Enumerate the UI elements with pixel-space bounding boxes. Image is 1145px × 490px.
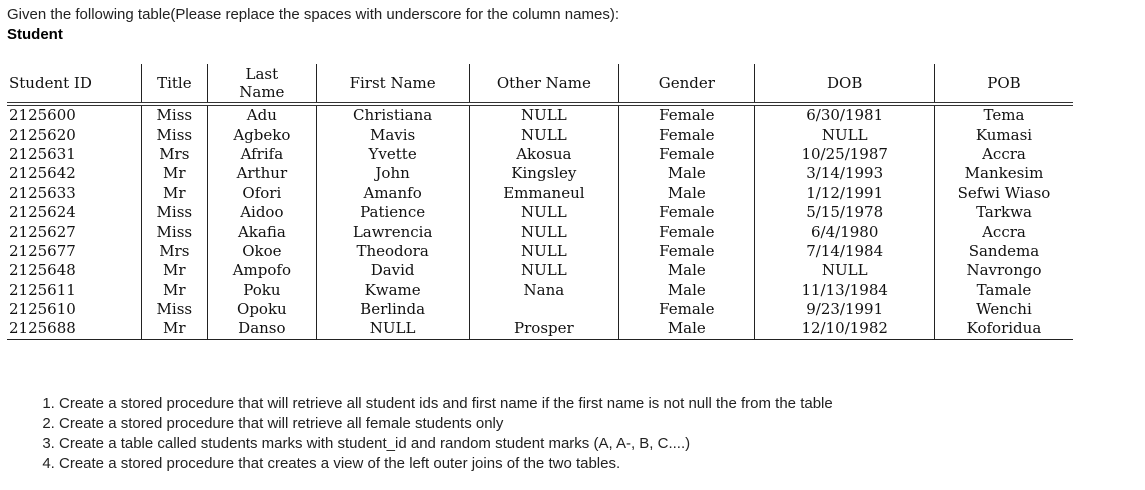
cell-student-id: 2125631: [9, 144, 76, 163]
cell-first-name: Yvette: [316, 145, 469, 164]
table-row: [7, 222, 1073, 241]
column-header-other-name: Other Name: [469, 64, 619, 104]
cell-student-id: 2125611: [9, 280, 76, 299]
cell-student-id: 2125633: [9, 183, 76, 202]
cell-dob: 12/10/1982: [755, 319, 935, 339]
cell-gender: Male: [619, 261, 755, 280]
table-row: [7, 164, 1073, 183]
cell-student-id: 2125600: [9, 106, 76, 125]
cell-title: Miss: [141, 104, 207, 125]
table-caption: Student: [7, 26, 63, 43]
cell-other-name: NULL: [469, 222, 619, 241]
table-row: [7, 125, 1073, 144]
cell-last-name: Agbeko: [208, 125, 317, 144]
column-header-title: Title: [141, 64, 207, 104]
cell-student-id: 2125648: [9, 261, 76, 280]
table-header-row: [7, 64, 1073, 104]
cell-title: Mrs: [141, 145, 207, 164]
cell-other-name: Akosua: [469, 145, 619, 164]
cell-student-id: 2125620: [9, 125, 76, 144]
cell-pob: Koforidua: [934, 319, 1073, 339]
cell-pob: Tema: [934, 104, 1073, 125]
cell-student-id: 2125627: [9, 222, 76, 241]
cell-dob: 3/14/1993: [755, 164, 935, 183]
cell-other-name: NULL: [469, 242, 619, 261]
cell-gender: Male: [619, 184, 755, 203]
table-row: [7, 319, 1073, 339]
cell-title: Mr: [141, 261, 207, 280]
table-row: [7, 300, 1073, 319]
cell-gender: Female: [619, 125, 755, 144]
cell-other-name: NULL: [469, 261, 619, 280]
task-item: 3. Create a table called students marks with student_id and random student marks (A, A-, B, C....): [59, 434, 833, 454]
table-row: [7, 261, 1073, 280]
cell-student-id: 2125677: [9, 241, 76, 260]
cell-title: Miss: [141, 222, 207, 241]
cell-gender: Female: [619, 300, 755, 319]
cell-pob: Wenchi: [934, 300, 1073, 319]
task-item: 2. Create a stored procedure that will retrieve all female students only: [59, 414, 833, 434]
cell-other-name: Emmaneul: [469, 184, 619, 203]
cell-dob: 5/15/1978: [755, 203, 935, 222]
cell-gender: Female: [619, 145, 755, 164]
cell-pob: Sefwi Wiaso: [934, 184, 1073, 203]
cell-first-name: NULL: [316, 319, 469, 339]
cell-title: Miss: [141, 203, 207, 222]
student-table-body: [7, 104, 1073, 339]
table-row: [7, 104, 1073, 125]
table-row: [7, 184, 1073, 203]
cell-pob: Tamale: [934, 281, 1073, 300]
cell-first-name: David: [316, 261, 469, 280]
cell-last-name: Danso: [208, 319, 317, 339]
cell-first-name: Berlinda: [316, 300, 469, 319]
cell-title: Mr: [141, 184, 207, 203]
cell-first-name: Theodora: [316, 242, 469, 261]
cell-dob: 9/23/1991: [755, 300, 935, 319]
cell-title: Mr: [141, 281, 207, 300]
cell-dob: NULL: [755, 125, 935, 144]
column-header-first-name: First Name: [316, 64, 469, 104]
cell-first-name: Patience: [316, 203, 469, 222]
cell-student-id: 2125642: [9, 164, 76, 183]
cell-pob: Kumasi: [934, 125, 1073, 144]
cell-dob: 6/4/1980: [755, 222, 935, 241]
intro-text: Given the following table(Please replace the spaces with underscore for the column names):: [7, 6, 619, 23]
task-list: [9, 394, 833, 474]
cell-other-name: [469, 300, 619, 319]
cell-pob: Accra: [934, 222, 1073, 241]
cell-dob: 10/25/1987: [755, 145, 935, 164]
cell-title: Miss: [141, 300, 207, 319]
cell-title: Mrs: [141, 242, 207, 261]
cell-gender: Male: [619, 164, 755, 183]
table-row: [7, 203, 1073, 222]
cell-dob: 7/14/1984: [755, 242, 935, 261]
cell-other-name: NULL: [469, 125, 619, 144]
cell-dob: 1/12/1991: [755, 184, 935, 203]
cell-other-name: Prosper: [469, 319, 619, 339]
cell-gender: Female: [619, 242, 755, 261]
cell-first-name: Kwame: [316, 281, 469, 300]
table-row: [7, 281, 1073, 300]
cell-pob: Sandema: [934, 242, 1073, 261]
cell-first-name: Lawrencia: [316, 222, 469, 241]
student-table: [7, 64, 1073, 340]
cell-other-name: Nana: [469, 281, 619, 300]
column-header-gender: Gender: [619, 64, 755, 104]
cell-pob: Tarkwa: [934, 203, 1073, 222]
cell-other-name: Kingsley: [469, 164, 619, 183]
cell-pob: Navrongo: [934, 261, 1073, 280]
cell-last-name: Adu: [208, 104, 317, 125]
column-header-student-id: Student ID: [7, 64, 141, 104]
table-row: [7, 242, 1073, 261]
cell-last-name: Aidoo: [208, 203, 317, 222]
cell-last-name: Ofori: [208, 184, 317, 203]
cell-title: Mr: [141, 319, 207, 339]
cell-dob: 6/30/1981: [755, 104, 935, 125]
column-header-last-name: Last Name: [208, 64, 317, 104]
cell-first-name: Christiana: [316, 104, 469, 125]
cell-other-name: NULL: [469, 203, 619, 222]
task-item: 1. Create a stored procedure that will retrieve all student ids and first name if the first name is not null the from the table: [59, 394, 833, 414]
cell-pob: Accra: [934, 145, 1073, 164]
cell-other-name: NULL: [469, 104, 619, 125]
column-header-pob: POB: [934, 64, 1073, 104]
cell-student-id: 2125688: [7, 319, 141, 339]
cell-first-name: Mavis: [316, 125, 469, 144]
cell-last-name: Afrifa: [208, 145, 317, 164]
task-item: 4. Create a stored procedure that creates a view of the left outer joins of the two tables.: [59, 454, 833, 474]
cell-first-name: Amanfo: [316, 184, 469, 203]
cell-last-name: Arthur: [208, 164, 317, 183]
column-header-dob: DOB: [755, 64, 935, 104]
cell-last-name: Okoe: [208, 242, 317, 261]
cell-dob: 11/13/1984: [755, 281, 935, 300]
cell-pob: Mankesim: [934, 164, 1073, 183]
cell-gender: Male: [619, 319, 755, 339]
cell-last-name: Ampofo: [208, 261, 317, 280]
cell-title: Miss: [141, 125, 207, 144]
cell-gender: Female: [619, 203, 755, 222]
table-row: [7, 145, 1073, 164]
cell-last-name: Poku: [208, 281, 317, 300]
cell-gender: Female: [619, 222, 755, 241]
cell-dob: NULL: [755, 261, 935, 280]
cell-student-id: 2125624: [9, 203, 76, 222]
cell-last-name: Opoku: [208, 300, 317, 319]
cell-gender: Male: [619, 281, 755, 300]
cell-title: Mr: [141, 164, 207, 183]
cell-first-name: John: [316, 164, 469, 183]
cell-gender: Female: [619, 104, 755, 125]
cell-last-name: Akafia: [208, 222, 317, 241]
cell-student-id: 2125610: [9, 300, 76, 319]
